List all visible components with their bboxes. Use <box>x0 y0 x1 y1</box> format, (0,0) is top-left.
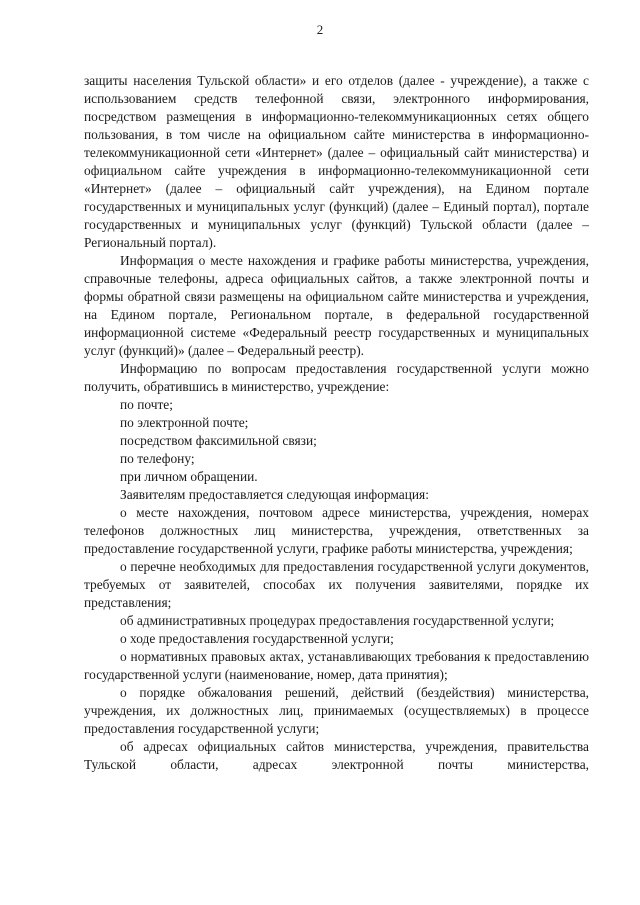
list-item-by-mail: по почте; <box>120 397 173 412</box>
list-item-in-person: при личном обращении. <box>120 469 258 484</box>
document-body <box>84 72 589 774</box>
list-item-progress: о ходе предоставления государственной услуги; <box>120 631 394 646</box>
paragraph-how-to-get-info: Информацию по вопросам предоставления государственной услуги можно получить, обратившись в министерство, учреждение: <box>84 361 589 394</box>
list-item-by-phone: по телефону; <box>120 451 195 466</box>
list-item-by-email: по электронной почте; <box>120 415 249 430</box>
list-item-by-fax: посредством факсимильной связи; <box>120 433 317 448</box>
list-item-appeals: о порядке обжалования решений, действий (бездействия) министерства, учреждения, их должностных лиц, принимаемых (осуществляемых) в процессе предоставления государственной услуги; <box>84 685 589 736</box>
list-item-documents: о перечне необходимых для предоставления государственной услуги документов, требуемых от заявителей, способах их получения заявителями, порядке их представления; <box>84 559 589 610</box>
list-item-admin-procedures: об административных процедурах предоставления государственной услуги; <box>120 613 555 628</box>
paragraph-location-info: Информация о месте нахождения и графике работы министерства, учреждения, справочные телефоны, адреса официальных сайтов, а также электронной почты и формы обратной связи размещены на официальном сайте министерства и учреждения, на Едином портале, Региональном портале, в федеральной государственной информационной системе «Федеральный реестр государственных и муниципальных услуг (функций)» (далее – Федеральный реестр). <box>84 253 589 358</box>
list-item-websites: об адресах официальных сайтов министерства, учреждения, правительства Тульской области, адресах электронной почты министерства, <box>84 739 589 772</box>
paragraph-info-provided: Заявителям предоставляется следующая информация: <box>120 487 429 502</box>
list-item-location-contacts: о месте нахождения, почтовом адресе министерства, учреждения, номерах телефонов должностных лиц министерства, учреждения, ответственных за предоставление государственной услуги, графике работы министерства, учреждения; <box>84 505 589 556</box>
page-number: 2 <box>316 22 324 37</box>
paragraph-continuation: защиты населения Тульской области» и его отделов (далее - учреждение), а также с использованием средств телефонной связи, электронного информирования, посредством размещения в информационно-телекоммуникационных сетях общего пользования, в том числе на официальном сайте министерства в информационно-телекоммуникационной сети «Интернет» (далее – официальный сайт министерства) и официальном сайте учреждения в информационно-телекоммуникационной сети «Интернет» (далее – официальный сайт учреждения), на Едином портале государственных и муниципальных услуг (функций) (далее – Единый портал), портале государственных и муниципальных услуг (функций) Тульской области (далее – Региональный портал). <box>84 73 589 250</box>
list-item-legal-acts: о нормативных правовых актах, устанавливающих требования к предоставлению государственной услуги (наименование, номер, дата принятия); <box>84 649 589 682</box>
